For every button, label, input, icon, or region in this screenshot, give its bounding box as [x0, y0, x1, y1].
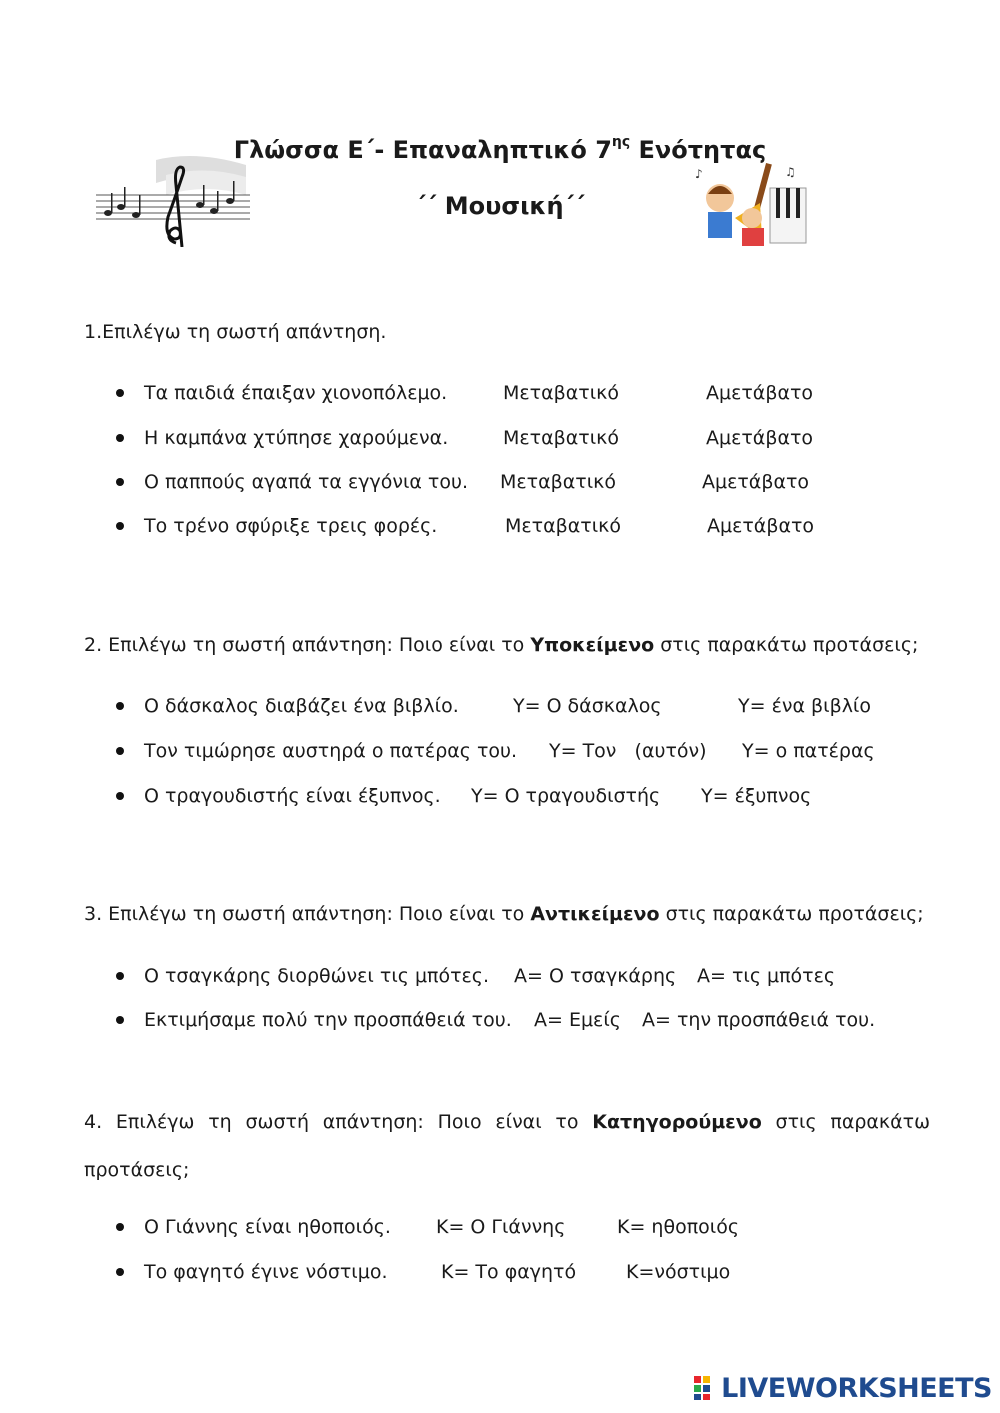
- q2-item: [0, 691, 1000, 721]
- q3-option-a[interactable]: Α= Εμείς: [534, 1009, 621, 1031]
- q4-item: [0, 1212, 1000, 1242]
- q1-sentence: Η καμπάνα χτύπησε χαρούμενα.: [144, 427, 449, 449]
- q1-option-b[interactable]: Αμετάβατο: [706, 382, 814, 404]
- bullet-icon: [116, 434, 124, 442]
- q3-option-b[interactable]: Α= τις μπότες: [697, 965, 836, 987]
- q1-option-a[interactable]: Μεταβατικό: [503, 427, 619, 449]
- q2-option-a[interactable]: Υ= Τον (αυτόν): [549, 740, 707, 762]
- q2-prompt-bold: Υποκείμενο: [530, 634, 655, 656]
- bullet-icon: [116, 702, 124, 710]
- q2-sentence: Ο τραγουδιστής είναι έξυπνος.: [144, 785, 441, 807]
- q4-prompt: [84, 1098, 930, 1194]
- svg-text:♪: ♪: [695, 167, 703, 181]
- q1-sentence: Ο παππούς αγαπά τα εγγόνια του.: [144, 471, 469, 493]
- q2-prompt: [84, 629, 918, 661]
- q1-sentence: Το τρένο σφύριξε τρεις φορές.: [144, 515, 438, 537]
- q2-item: [0, 781, 1000, 811]
- q4-prompt-post: στις παρακάτω προτάσεις;: [84, 1111, 931, 1181]
- q1-option-a[interactable]: Μεταβατικό: [503, 382, 619, 404]
- q1-item: [0, 378, 1000, 408]
- page-title: [0, 134, 1000, 164]
- q3-sentence: Ο τσαγκάρης διορθώνει τις μπότες.: [144, 965, 489, 987]
- q2-sentence: Ο δάσκαλος διαβάζει ένα βιβλίο.: [144, 695, 459, 717]
- q4-prompt-pre: 4. Επιλέγω τη σωστή απάντηση: Ποιο είναι το: [84, 1111, 593, 1133]
- q2-option-a[interactable]: Υ= Ο τραγουδιστής: [471, 785, 661, 807]
- q2-option-b[interactable]: Υ= ο πατέρας: [742, 740, 875, 762]
- page-subtitle: ΄΄ Μουσική΄΄: [415, 192, 585, 220]
- q1-item: [0, 467, 1000, 497]
- liveworksheets-brand: LIVEWORKSHEETS: [721, 1372, 992, 1404]
- q4-option-a[interactable]: Κ= Ο Γιάννης: [436, 1216, 566, 1238]
- q3-prompt-pre: 3. Επιλέγω τη σωστή απάντηση: Ποιο είναι το: [84, 903, 531, 925]
- q2-prompt-pre: 2. Επιλέγω τη σωστή απάντηση: Ποιο είναι το: [84, 634, 531, 656]
- q1-sentence: Τα παιδιά έπαιξαν χιονοπόλεμο.: [144, 382, 448, 404]
- q2-option-a[interactable]: Υ= Ο δάσκαλος: [513, 695, 662, 717]
- q3-item: [0, 1005, 1000, 1035]
- q1-prompt: 1.Επιλέγω τη σωστή απάντηση.: [84, 321, 387, 343]
- q2-prompt-post: στις παρακάτω προτάσεις;: [654, 634, 919, 656]
- q3-prompt-post: στις παρακάτω προτάσεις;: [659, 903, 924, 925]
- q3-prompt-bold: Αντικείμενο: [530, 903, 660, 925]
- q2-option-b[interactable]: Υ= έξυπνος: [701, 785, 812, 807]
- bullet-icon: [116, 747, 124, 755]
- bullet-icon: [116, 389, 124, 397]
- title-end: Ενότητας: [630, 136, 767, 164]
- liveworksheets-icon: [693, 1375, 719, 1401]
- q4-sentence: Το φαγητό έγινε νόστιμο.: [144, 1261, 388, 1283]
- liveworksheets-logo: [693, 1373, 992, 1403]
- q2-item: [0, 736, 1000, 766]
- q2-option-b[interactable]: Υ= ένα βιβλίο: [738, 695, 871, 717]
- bullet-icon: [116, 1268, 124, 1276]
- q3-item: [0, 961, 1000, 991]
- title-main: Γλώσσα Ε΄- Επαναληπτικό 7: [233, 136, 612, 164]
- title-superscript: ης: [611, 134, 631, 150]
- bullet-icon: [116, 792, 124, 800]
- q4-item: [0, 1257, 1000, 1287]
- bullet-icon: [116, 972, 124, 980]
- q1-item: [0, 423, 1000, 453]
- q3-sentence: Εκτιμήσαμε πολύ την προσπάθειά του.: [144, 1009, 512, 1031]
- q4-option-b[interactable]: Κ= ηθοποιός: [617, 1216, 739, 1238]
- bullet-icon: [116, 478, 124, 486]
- q4-prompt-bold: Κατηγορούμενο: [592, 1111, 762, 1133]
- q2-sentence: Τον τιμώρησε αυστηρά ο πατέρας του.: [144, 740, 518, 762]
- bullet-icon: [116, 1016, 124, 1024]
- q4-option-b[interactable]: Κ=νόστιμο: [626, 1261, 731, 1283]
- q3-option-a[interactable]: Α= Ο τσαγκάρης: [514, 965, 677, 987]
- q4-option-a[interactable]: Κ= Το φαγητό: [441, 1261, 577, 1283]
- q1-option-b[interactable]: Αμετάβατο: [706, 427, 814, 449]
- bullet-icon: [116, 522, 124, 530]
- q1-option-b[interactable]: Αμετάβατο: [707, 515, 815, 537]
- q1-option-b[interactable]: Αμετάβατο: [702, 471, 810, 493]
- q3-option-b[interactable]: Α= την προσπάθειά του.: [642, 1009, 876, 1031]
- q1-option-a[interactable]: Μεταβατικό: [500, 471, 616, 493]
- q1-option-a[interactable]: Μεταβατικό: [505, 515, 621, 537]
- q4-sentence: Ο Γιάννης είναι ηθοποιός.: [144, 1216, 391, 1238]
- svg-text:♫: ♫: [785, 165, 796, 179]
- bullet-icon: [116, 1223, 124, 1231]
- q3-prompt: [84, 898, 924, 930]
- q1-item: [0, 511, 1000, 541]
